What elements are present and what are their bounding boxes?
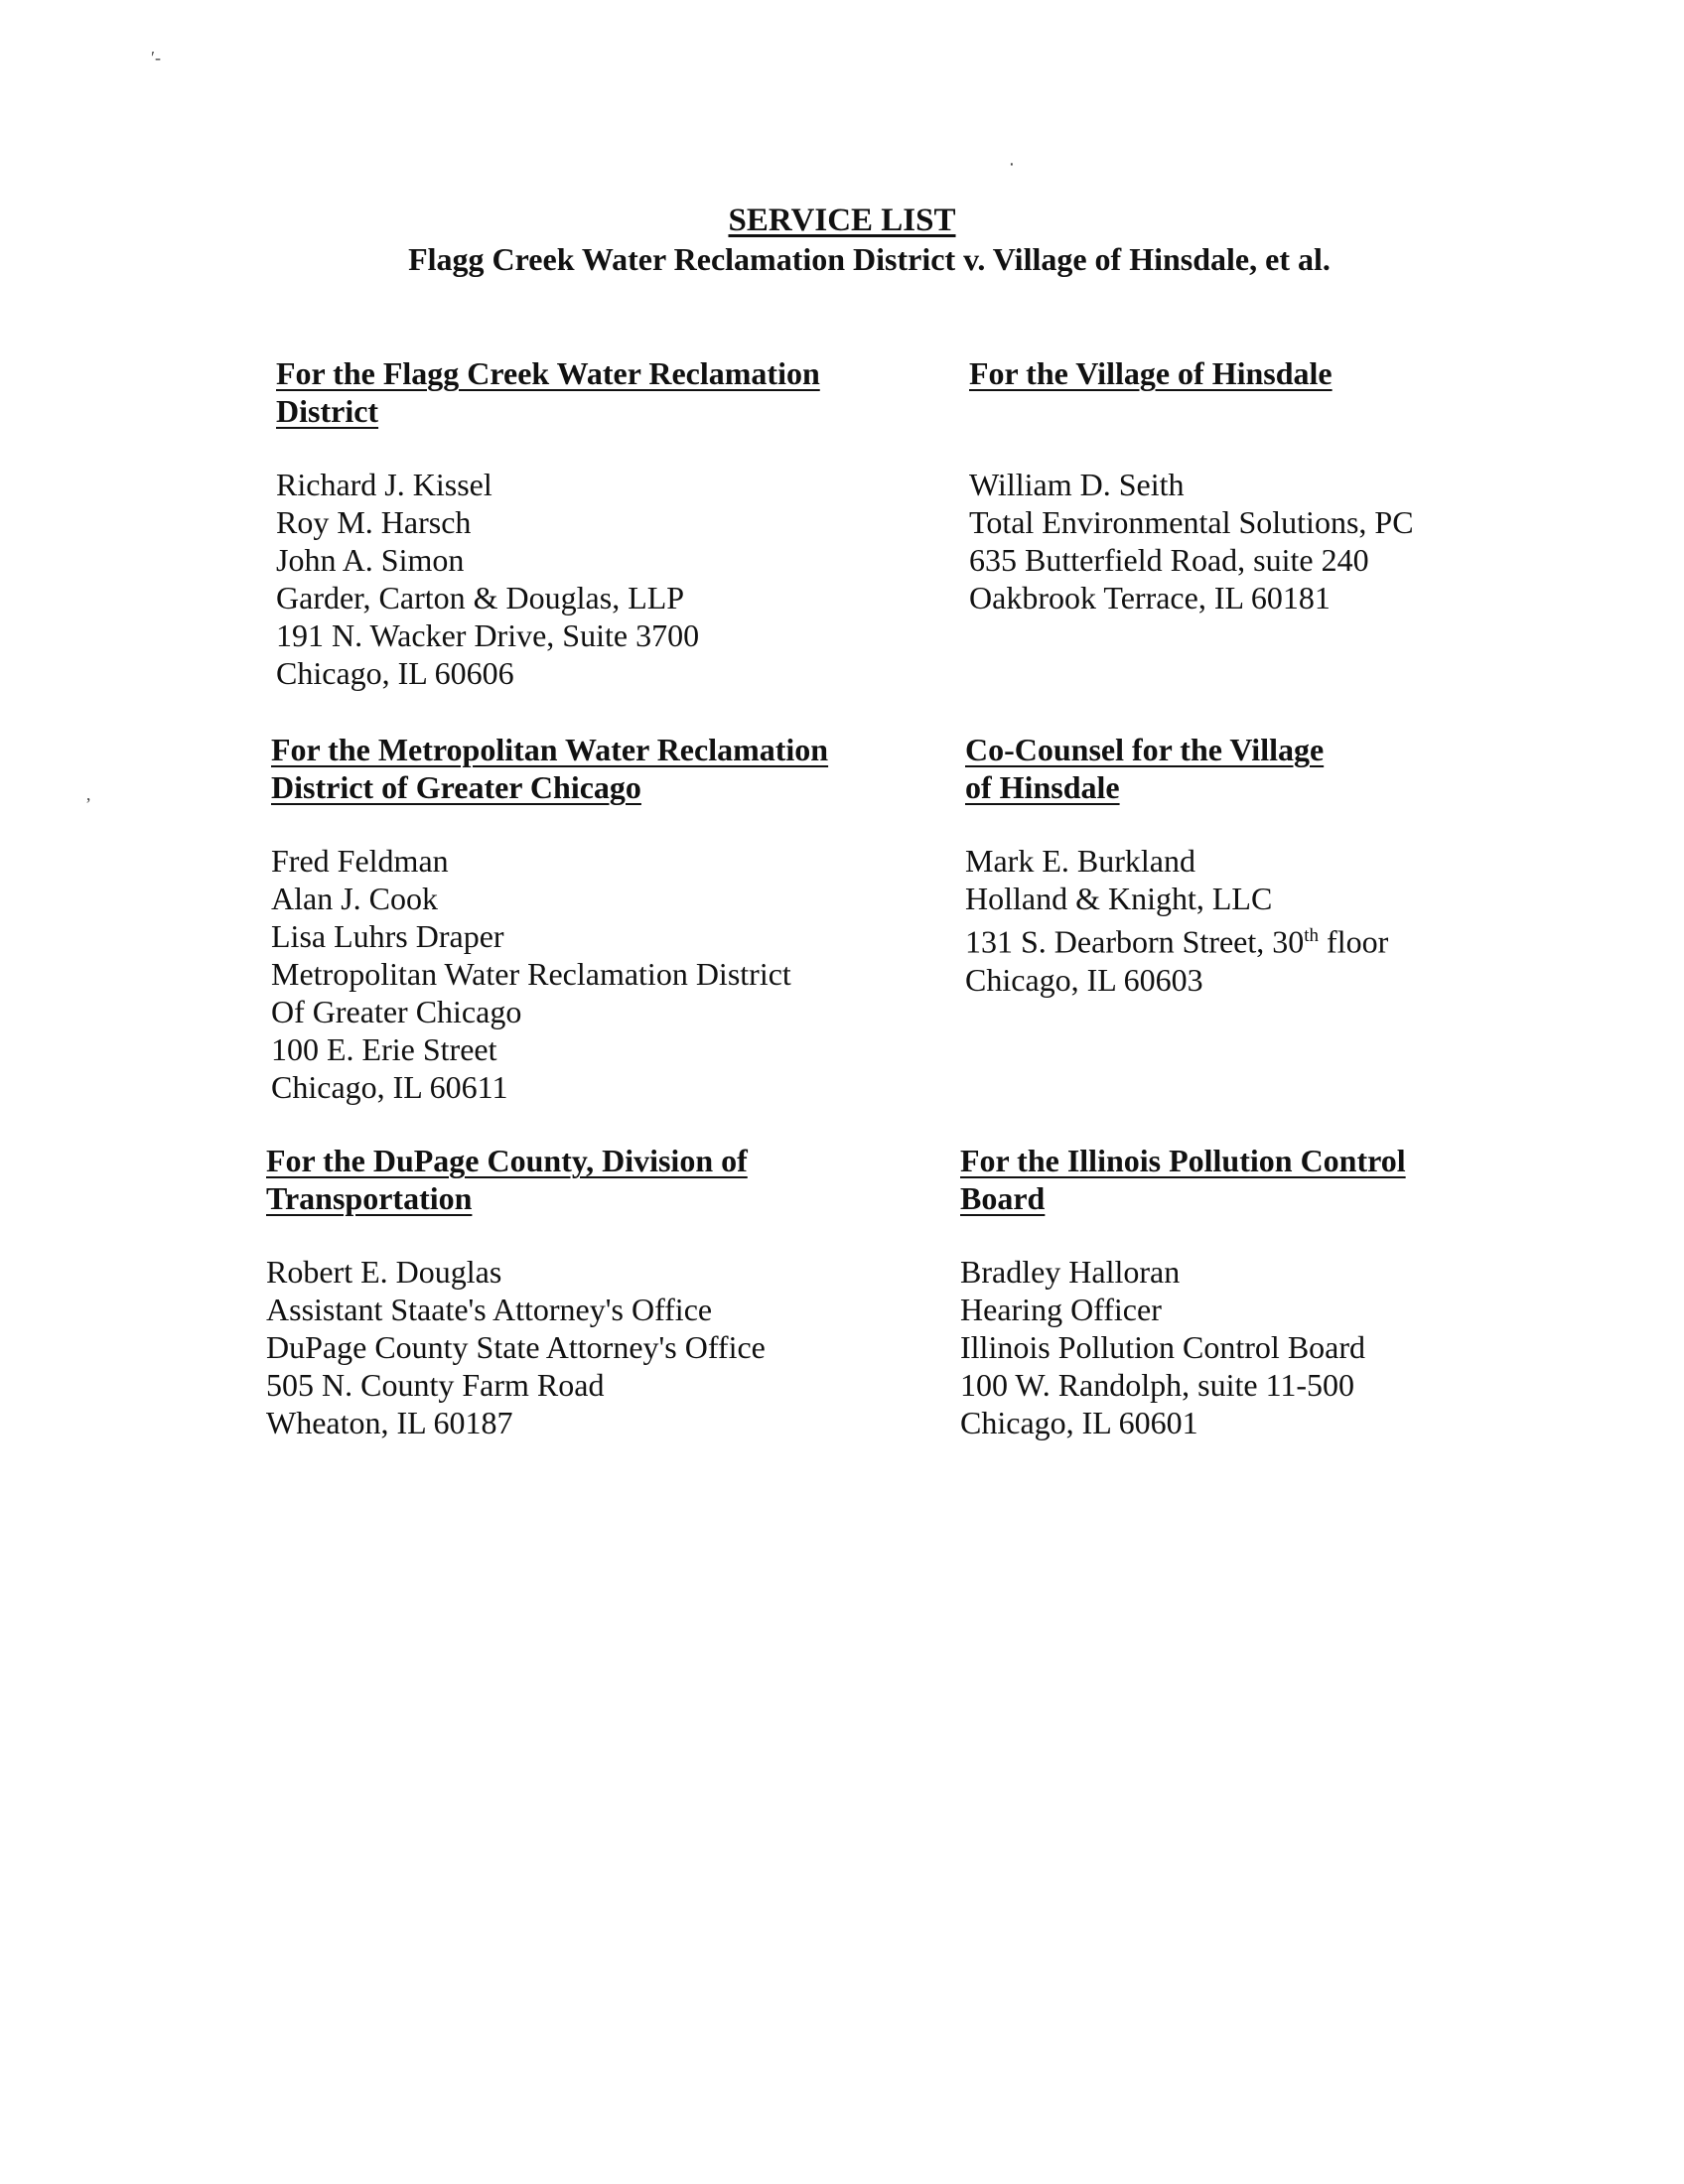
address-line: Chicago, IL 60603: [965, 961, 1203, 998]
address-lines: [960, 1253, 1516, 1441]
address-line: Bradley Halloran: [960, 1254, 1181, 1290]
heading-line: For the Flagg Creek Water Reclamation: [276, 355, 820, 391]
address-line: Roy M. Harsch: [276, 504, 472, 540]
heading-line: District: [276, 393, 379, 429]
heading-line: For the DuPage County, Division of: [266, 1143, 748, 1178]
heading-line: Board: [960, 1180, 1046, 1216]
floor-text: floor: [1319, 923, 1389, 960]
address-line: 635 Butterfield Road, suite 240: [969, 542, 1369, 578]
address-lines: [969, 466, 1485, 616]
address-line: Richard J. Kissel: [276, 467, 492, 502]
block-heading: [960, 1142, 1516, 1217]
address-line: Of Greater Chicago: [271, 994, 522, 1029]
block-heading: [965, 731, 1481, 806]
address-line: Holland & Knight, LLC: [965, 881, 1273, 916]
service-block-village-hinsdale: [969, 354, 1485, 616]
address-line: 100 E. Erie Street: [271, 1031, 497, 1067]
heading-line: For the Metropolitan Water Reclamation: [271, 732, 829, 767]
service-block-dupage: [266, 1142, 882, 1441]
heading-line: of Hinsdale: [965, 769, 1120, 805]
address-line: Metropolitan Water Reclamation District: [271, 956, 791, 992]
page-title: SERVICE LIST: [728, 203, 956, 238]
address-line: Illinois Pollution Control Board: [960, 1329, 1366, 1365]
address-line: Assistant Staate's Attorney's Office: [266, 1292, 713, 1327]
service-block-metropolitan: [271, 731, 887, 1106]
address-line: Garder, Carton & Douglas, LLP: [276, 580, 685, 615]
address-line: Total Environmental Solutions, PC: [969, 504, 1414, 540]
service-block-pollution-board: [960, 1142, 1516, 1441]
heading-line: District of Greater Chicago: [271, 769, 641, 805]
address-line: DuPage County State Attorney's Office: [266, 1329, 766, 1365]
address-line: [965, 917, 1481, 961]
scan-speck: ’: [85, 794, 91, 814]
address-line: John A. Simon: [276, 542, 465, 578]
case-caption: Flagg Creek Water Reclamation District v. Village of Hinsdale, et al.: [408, 241, 1331, 277]
scan-speck: ‧: [1009, 155, 1015, 175]
address-line: Chicago, IL 60611: [271, 1069, 508, 1105]
heading-line: For the Illinois Pollution Control: [960, 1143, 1406, 1178]
block-heading: [266, 1142, 882, 1217]
service-block-flagg-creek: [276, 354, 892, 692]
address-line: William D. Seith: [969, 467, 1185, 502]
address-line: Fred Feldman: [271, 843, 449, 879]
address-line: Chicago, IL 60606: [276, 655, 514, 691]
heading-line: Transportation: [266, 1180, 473, 1216]
address-lines: [276, 466, 892, 692]
address-line: 505 N. County Farm Road: [266, 1367, 605, 1403]
address-line: Robert E. Douglas: [266, 1254, 502, 1290]
address-line: Lisa Luhrs Draper: [271, 918, 504, 954]
service-block-co-counsel: [965, 731, 1481, 999]
address-line: 100 W. Randolph, suite 11-500: [960, 1367, 1355, 1403]
address-line: Chicago, IL 60601: [960, 1405, 1198, 1440]
address-line: 191 N. Wacker Drive, Suite 3700: [276, 617, 700, 653]
address-line: Oakbrook Terrace, IL 60181: [969, 580, 1331, 615]
block-heading: [271, 731, 887, 806]
address-line: Mark E. Burkland: [965, 843, 1195, 879]
address-line: Wheaton, IL 60187: [266, 1405, 513, 1440]
address-lines: [266, 1253, 882, 1441]
block-heading: [276, 354, 892, 430]
heading-line: Co-Counsel for the Village: [965, 732, 1325, 767]
address-lines: [965, 842, 1481, 999]
street-text: 131 S. Dearborn Street, 30: [965, 923, 1305, 960]
ordinal-suffix: th: [1304, 925, 1320, 946]
address-lines: [271, 842, 887, 1106]
address-line: Hearing Officer: [960, 1292, 1162, 1327]
block-heading: [969, 354, 1485, 430]
scan-speck: ′‐: [151, 48, 161, 68]
heading-line: For the Village of Hinsdale: [969, 355, 1333, 391]
address-line: Alan J. Cook: [271, 881, 438, 916]
